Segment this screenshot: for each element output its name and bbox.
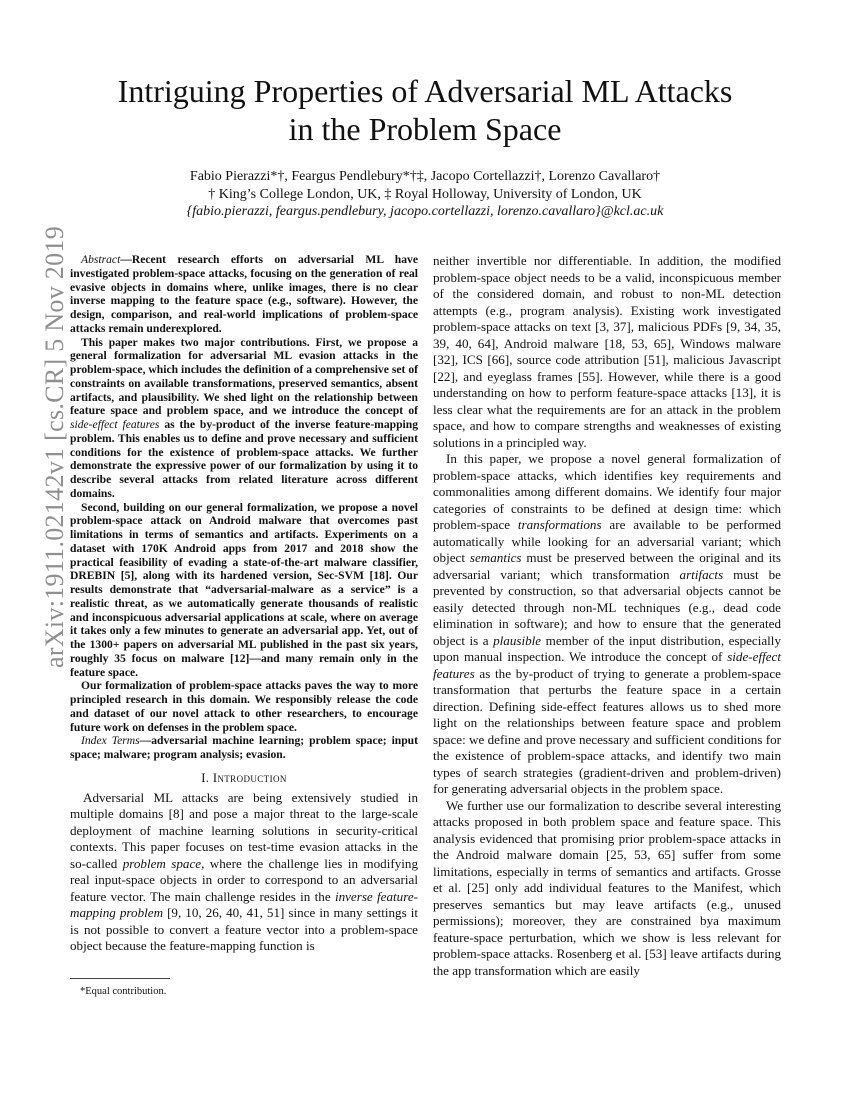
- intro-text-c: [9, 10, 26, 40, 41, 51] since in many settings it is not possible to convert a feature vector into a problem-space object because the feature-mapping function is: [70, 905, 418, 954]
- right-emphasis-5: side-effect features: [433, 649, 781, 681]
- right-text-2d: must be prevented by construction, so that adversarial objects cannot be easily detected through non-ML techniques (e.g., dead code elimination in software); and how to ensure that the generated object is a: [433, 566, 781, 648]
- right-emphasis-2: semantics: [469, 550, 522, 565]
- right-text-2f: as the by-product of trying to generate a problem-space transformation that perturbs the feature space in a certain direction. Defining side-effect features allows us to shed more light on the relationships between feature space and problem space: we define and prove necessary and sufficient conditions for the existence of problem-space attacks, and identify two main types of search strategies (gradient-driven and problem-driven) for generating adversarial objects in the problem space.: [433, 665, 781, 796]
- abstract-paragraph-2: [70, 336, 418, 501]
- left-column: [70, 253, 418, 955]
- right-paragraph-1: neither invertible nor differentiable. In addition, the modified problem-space object needs to be a valid, inconspicuous member of the considered domain, and robust to non-ML detection attempts (e.g., program analysis). Existing work investigated problem-space attacks on text [3, 37], malicious PDFs [9, 34, 35, 39, 40, 64], Android malware [18, 53, 65], Windows malware [32], ICS [66], source code attribution [51], malicious Javascript [22], and eyeglass frames [55]. However, while there is a good understanding on how to perform feature-space attacks [13], it is less clear what the requirements are for an attack in the problem space, and how to compare strengths and weaknesses of existing solutions in a principled way.: [433, 253, 781, 450]
- author-names: Fabio Pierazzi*†, Feargus Pendlebury*†‡, Jacopo Cortellazzi†, Lorenzo Cavallaro†: [189, 169, 661, 184]
- abstract-label: Abstract: [81, 253, 121, 266]
- right-text-2c: must be preserved between the original and its adversarial variant; which transformation: [433, 550, 781, 582]
- right-text-2a: In this paper, we propose a novel general formalization of problem-space attacks, which identifies key requirements and commonalities among different domains. We identify four major categories of constraints to be defined at design time: which problem-space: [433, 451, 781, 532]
- right-text-2b: are available to be performed automatically while looking for an adversarial variant; which object: [433, 517, 781, 565]
- intro-emphasis-2: inverse feature-mapping problem: [70, 888, 418, 921]
- author-block: [60, 168, 790, 221]
- abstract-paragraph-4: Our formalization of problem-space attacks paves the way to more principled research in this domain. We responsibly release the code and dataset of our novel attack to other researchers, to encourage future work on defenses in the problem space.: [70, 679, 418, 734]
- right-paragraph-3: We further use our formalization to describe several interesting attacks proposed in both problem space and feature space. This analysis evidenced that promising prior problem-space attacks in the Android malware domain [25, 53, 65] suffer from some limitations, especially in terms of semantics and artifacts. Grosse et al. [25] only add individual features to the Manifest, which preserves semantics but may leave artifacts (e.g., unused permissions); moreover, they are constrained bya maximum feature-space perturbation, which we show is less relevant for problem-space attacks. Rosenberg et al. [53] leave artifacts during the app transformation which are easily: [433, 797, 781, 978]
- title-line-1: Intriguing Properties of Adversarial ML Attacks: [117, 73, 733, 109]
- arxiv-identifier: arXiv:1911.02142v1 [cs.CR] 5 Nov 2019: [40, 226, 69, 668]
- abstract-emphasis: side-effect features: [70, 418, 160, 431]
- right-paragraph-2: [433, 451, 781, 798]
- intro-paragraph-1: [70, 790, 418, 955]
- right-emphasis-3: artifacts: [679, 566, 724, 582]
- section-heading-introduction: I. Introduction: [201, 770, 287, 785]
- paper-title: [60, 72, 790, 148]
- abstract-text-2a: This paper makes two major contributions. First, we propose a general formalization for adversarial ML evasion attacks in the problem-space, which includes the definition of a comprehensive set of constraints on available transformations, preserved semantics, absent artifacts, and plausibility. We shed light on the relationship between feature space and problem space, and we introduce the concept of: [70, 335, 418, 418]
- right-emphasis-1: transformations: [517, 517, 602, 532]
- title-block: [60, 72, 790, 148]
- author-affiliations: † King’s College London, UK, ‡ Royal Holloway, University of London, UK: [208, 186, 642, 202]
- index-terms-label: Index Terms: [81, 734, 140, 748]
- intro-text-a: Adversarial ML attacks are being extensively studied in multiple domains [8] and pose a major threat to the large-scale deployment of machine learning solutions in security-critical contexts. This paper focuses on test-time evasion attacks in the so-called: [70, 789, 418, 871]
- abstract-paragraph-3: Second, building on our general formalization, we propose a novel problem-space attack on Android malware that overcomes past limitations in terms of semantics and artifacts. Experiments on a dataset with 170K Android apps from 2017 and 2018 show the practical feasibility of evading a state-of-the-art malware classifier, DREBIN [5], along with its hardened version, Sec-SVM [18]. Our results demonstrate that “adversarial-malware as a service” is a realistic threat, as we automatically generate thousands of realistic and inconspicuous adversarial applications at scale, where on average it takes only a few minutes to generate an adversarial app. Yet, out of the 1300+ papers on adversarial ML published in the past six years, roughly 35 focus on malware [12]—and many remain only in the feature space.: [70, 500, 418, 679]
- author-emails: {fabio.pierazzi, feargus.pendlebury, jacopo.cortellazzi, lorenzo.cavallaro}@kcl.ac.uk: [186, 204, 664, 219]
- footnote: *Equal contribution.: [80, 986, 167, 997]
- right-emphasis-4: plausible: [493, 632, 542, 648]
- right-column: [433, 253, 781, 979]
- intro-text-b: , where the challenge lies in modifying real input-space objects in order to correspond to an adversarial feature vector. The main challenge resides in the: [70, 855, 418, 904]
- right-text-2e: member of the input distribution, especially upon manual inspection. We introduce the concept of: [433, 632, 781, 664]
- abstract-text-1: —Recent research efforts on adversarial ML have investigated problem-space attacks, focusing on the generation of real evasive objects in domains where, unlike images, there is no clear inverse mapping to the feature space (e.g., software). However, the design, comparison, and real-world implications of problem-space attacks remain underexplored.: [70, 253, 418, 335]
- abstract-text-2b: as the by-product of the inverse feature-mapping problem. This enables us to define and prove necessary and sufficient conditions for the existence of problem-space attacks. We further demonstrate the expressive power of our formalization by using it to describe several attacks from related literature across different domains.: [70, 418, 418, 500]
- index-terms: [70, 734, 418, 762]
- title-line-2: in the Problem Space: [288, 111, 562, 147]
- abstract-paragraph-1: [70, 253, 418, 336]
- intro-emphasis-1: problem space: [122, 855, 202, 871]
- index-terms-text: —adversarial machine learning; problem space; input space; malware; program analysis; evasion.: [70, 734, 418, 761]
- footnote-rule: [70, 978, 170, 979]
- abstract: [70, 253, 418, 762]
- introduction-body: [70, 790, 418, 955]
